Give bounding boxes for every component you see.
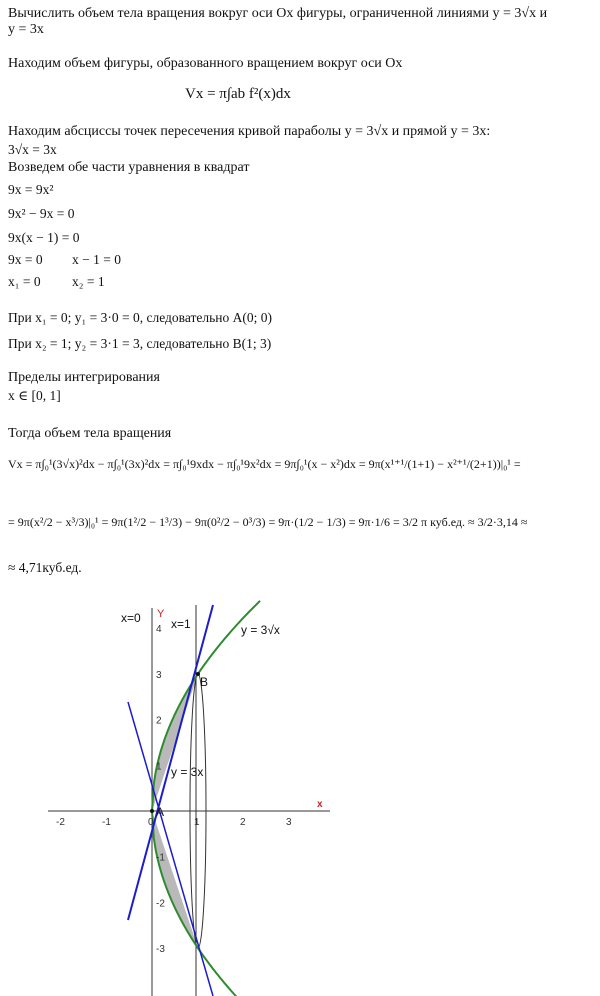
- point-b: [196, 672, 200, 676]
- axis-x-label: x: [317, 799, 323, 810]
- equation-line-2: 9x² − 9x = 0: [8, 206, 75, 221]
- equation-line-3: 9x(x − 1) = 0: [8, 230, 80, 245]
- step1-text: Находим объем фигуры, образованного вращением вокруг оси Ох: [8, 56, 403, 71]
- y-tick-label: -3: [156, 944, 165, 956]
- root-equation-b: x − 1 = 0: [72, 252, 121, 267]
- volume-line-1: Vx = π∫₀¹(3√x)²dx − π∫₀¹(3x)²dx = π∫₀¹9xdx − π∫₀¹9x²dx = 9π∫₀¹(x − x²)dx = 9π(x¹⁺¹/(1+1) − x²⁺¹/(2+1))|₀¹ =: [8, 457, 521, 471]
- volume-line-2: = 9π(x²/2 − x³/3)|₀¹ = 9π(1²/2 − 1³/3) − 9π(0²/2 − 0³/3) = 9π·(1/2 − 1/3) = 9π·1/6 = 3/2 π куб.ед. ≈ 3/2·3,14 ≈: [8, 515, 528, 529]
- y-tick-label: 1: [156, 761, 162, 773]
- label-curve: y = 3√x: [241, 623, 280, 637]
- step2-text: Находим абсциссы точек пересечения кривой параболы y = 3√x и прямой y = 3x:: [8, 124, 491, 139]
- volume-title: Тогда объем тела вращения: [8, 426, 172, 441]
- y-tick-label: -1: [156, 852, 165, 864]
- y-tick-label: -2: [156, 898, 165, 910]
- axis-y-label: Y: [157, 608, 165, 620]
- point-b-label: B: [200, 675, 209, 689]
- root-x2: x₂ = 1: [72, 274, 105, 289]
- limits-title: Пределы интегрирования: [8, 370, 160, 385]
- x-tick-label: -2: [56, 817, 65, 828]
- problem-line-2: y = 3x: [8, 22, 44, 37]
- x-tick-label: 3: [286, 817, 292, 828]
- root-equation-a: 9x = 0: [8, 252, 43, 267]
- label-x1: x=1: [171, 617, 191, 631]
- square-both-sides-text: Возведем обе части уравнения в квадрат: [8, 160, 250, 175]
- x-tick-label: 0: [148, 817, 154, 828]
- limits-interval: x ∈ [0, 1]: [8, 388, 61, 403]
- label-line: y = 3x: [171, 765, 204, 779]
- label-x0: x=0: [121, 611, 141, 625]
- point-a-text: При x₁ = 0; y₁ = 3·0 = 0, следовательно A(0; 0): [8, 310, 272, 325]
- y-tick-label: 4: [156, 624, 162, 636]
- y-tick-label: 2: [156, 715, 162, 727]
- equation-line-1: 9x = 9x²: [8, 182, 54, 197]
- x-tick-label: -1: [102, 817, 111, 828]
- y-tick-label: 3: [156, 669, 162, 681]
- root-x1: x₁ = 0: [8, 274, 41, 289]
- intersection-equation: 3√x = 3x: [8, 142, 57, 157]
- volume-result: ≈ 4,71куб.ед.: [8, 560, 82, 575]
- point-b-text: При x₂ = 1; y₂ = 3·1 = 3, следовательно B(1; 3): [8, 336, 272, 351]
- point-a-label: A: [156, 805, 165, 819]
- problem-line-1: Вычислить объем тела вращения вокруг оси Ох фигуры, ограниченной линиями y = 3√x и: [8, 6, 548, 21]
- point-a: [150, 809, 154, 813]
- x-tick-label: 1: [194, 817, 200, 828]
- x-tick-label: 2: [240, 817, 246, 828]
- volume-formula: Vx = π∫ab f²(x)dx: [185, 86, 291, 102]
